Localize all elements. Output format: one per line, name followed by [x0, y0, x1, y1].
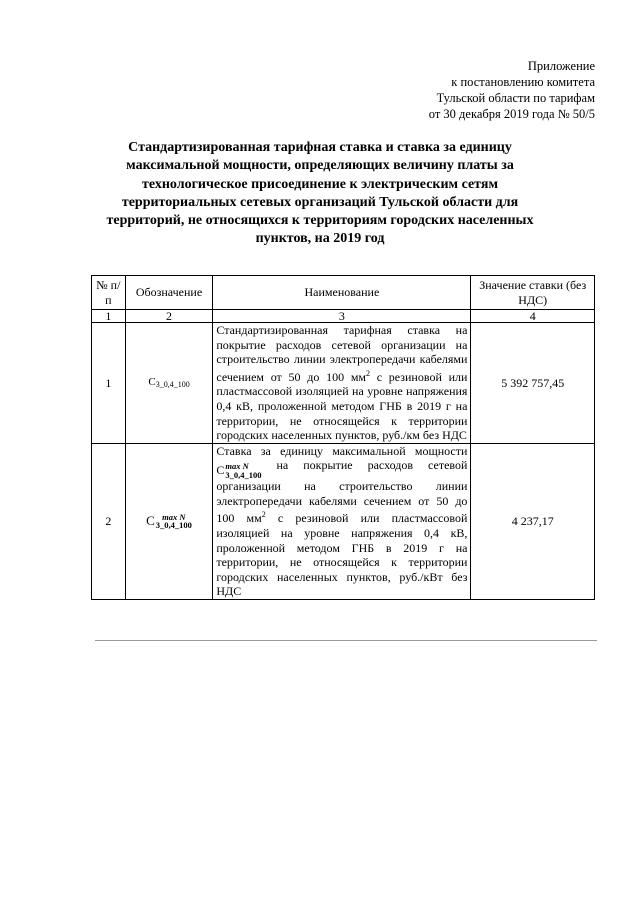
- inline-rate-symbol: С max N 3_0,4_100: [216, 461, 262, 480]
- document-title: Стандартизированная тарифная ставка и ставка за единицу максимальной мощности, определяющих величину платы за технологическое присоединение к электрическим сетям территориальных сетевых организаций Тульской области для территорий, не относящихся к территориям городских населенных пунктов, на 2019 год: [106, 140, 534, 247]
- row-code: [125, 443, 213, 599]
- column-index: 3: [213, 310, 471, 323]
- annex-line: к постановлению комитета: [451, 75, 595, 89]
- row-num: 2: [92, 443, 126, 599]
- header-name: Наименование: [213, 276, 471, 310]
- annex-line: от 30 декабря 2019 года № 50/5: [428, 107, 595, 121]
- row-num: 1: [92, 323, 126, 444]
- annex-line: Приложение: [527, 59, 595, 73]
- column-index: 1: [92, 310, 126, 323]
- row-value: 4 237,17: [471, 443, 595, 599]
- row-value: 5 392 757,45: [471, 323, 595, 444]
- rates-table: [91, 275, 595, 600]
- column-index: 4: [471, 310, 595, 323]
- row-name: Стандартизированная тарифная ставка на покрытие расходов сетевой организации на строительство линии электропередачи кабелями сечением от 50 до 100 $мм^2$ с резиновой или пластмассовой изоляцией на уровне напряжения 0,4 кВ, проложенной методом ГНБ в 2019 г на территории, не относящейся к территории городских населенных пунктов, руб./км без НДС: [213, 323, 471, 444]
- row-code: [125, 323, 213, 444]
- table-header-row: [92, 276, 595, 310]
- table-row: [92, 443, 595, 599]
- row-name: Ставка за единицу максимальной мощности С max N 3_0,4_100 на покрытие расходов сетевой организации на строительство линии электропередачи кабелями сечением от 50 до 100 $мм^2$ с резиновой или пластмассовой изоляцией на уровне напряжения 0,4 кВ, проложенной методом ГНБ в 2019 г на территории, не относящейся к территории городских населенных пунктов, руб./кВт без НДС: [213, 443, 471, 599]
- column-index-row: [92, 310, 595, 323]
- annex-header: [335, 58, 595, 122]
- rate-code-symbol: С max N 3_0,4_100: [146, 511, 192, 531]
- annex-line: Тульской области по тарифам: [436, 91, 595, 105]
- header-code: Обозначение: [125, 276, 213, 310]
- footer-divider: [95, 640, 597, 641]
- column-index: 2: [125, 310, 213, 323]
- header-num: № п/п: [92, 276, 126, 310]
- header-value: Значение ставки (без НДС): [471, 276, 595, 310]
- table-row: [92, 323, 595, 444]
- rate-code-symbol: $С_{3\_0,4\_100}$: [148, 375, 190, 389]
